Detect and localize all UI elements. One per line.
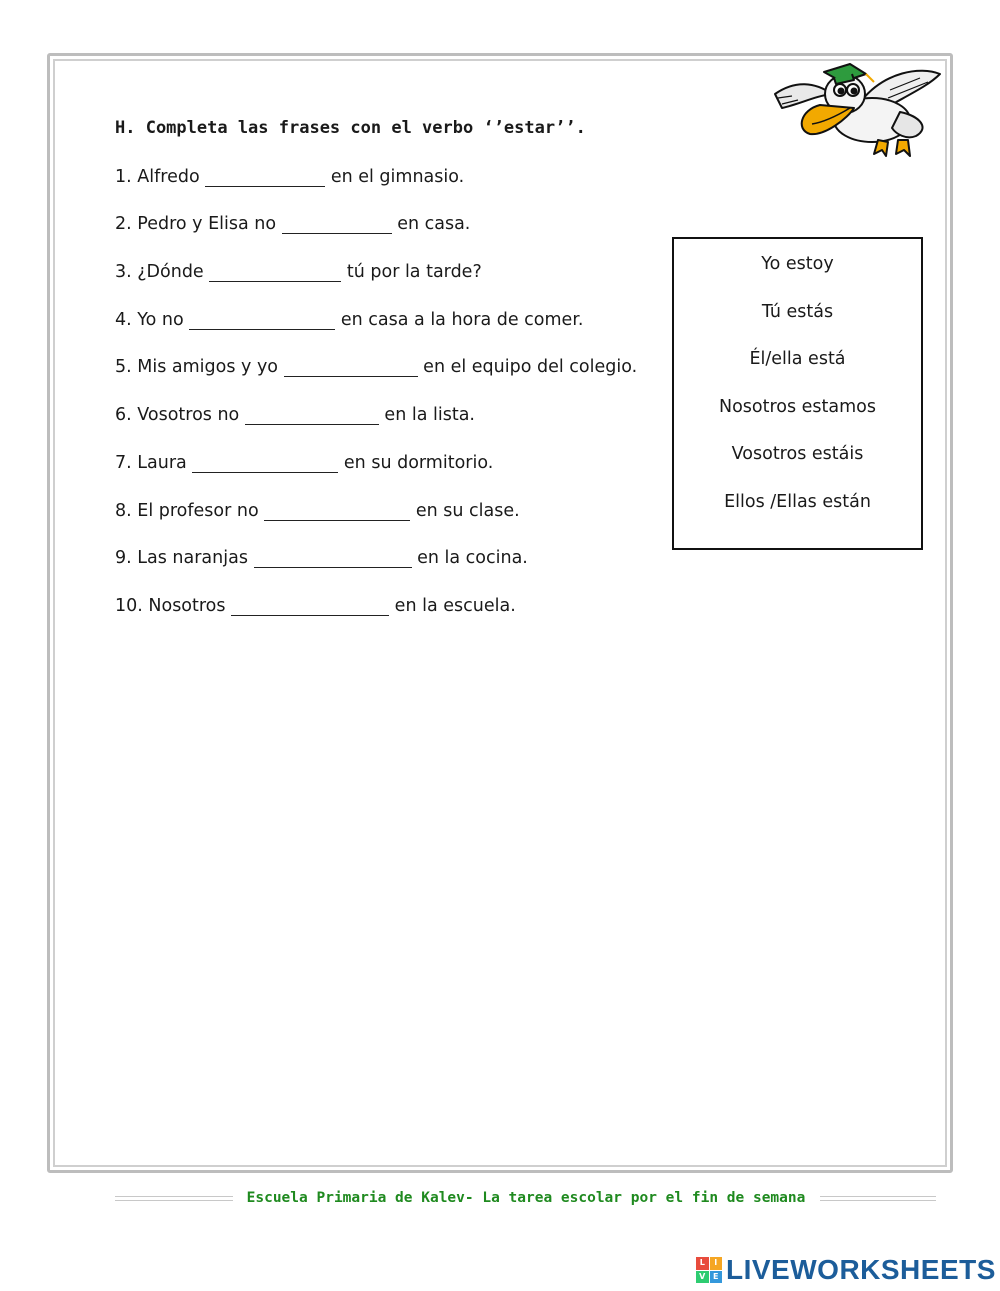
footer-divider-right (820, 1196, 936, 1201)
sentence-prefix: 2. Pedro y Elisa no (115, 214, 277, 234)
sentence-suffix: en su clase. (415, 501, 520, 521)
sentence-suffix: en la lista. (384, 405, 475, 425)
sentence-suffix: en la escuela. (394, 596, 516, 616)
sentence-2 (115, 214, 470, 234)
liveworksheets-brand[interactable] (696, 1252, 996, 1288)
answer-input-6[interactable] (245, 406, 379, 425)
conjugation-el-ella: Él/ella está (749, 349, 846, 369)
sentence-prefix: 7. Laura (115, 453, 187, 473)
footer-school-text: Escuela Primaria de Kalev- La tarea escolar por el fin de semana (246, 1190, 806, 1206)
sentence-prefix: 9. Las naranjas (115, 548, 248, 568)
sentence-8 (115, 501, 520, 521)
sentence-9 (115, 548, 528, 568)
sentence-prefix: 4. Yo no (115, 310, 184, 330)
sentence-suffix: en el equipo del colegio. (423, 357, 638, 377)
graduate-pelican-icon (770, 60, 945, 160)
answer-input-10[interactable] (231, 597, 389, 616)
sentence-suffix: en su dormitorio. (343, 453, 494, 473)
answer-input-5[interactable] (284, 358, 418, 377)
conjugation-ellos-ellas: Ellos /Ellas están (724, 492, 871, 512)
sentence-prefix: 3. ¿Dónde (115, 262, 204, 282)
sentence-prefix: 8. El profesor no (115, 501, 259, 521)
answer-input-2[interactable] (282, 215, 392, 234)
sentence-suffix: en casa a la hora de comer. (340, 310, 584, 330)
answer-input-7[interactable] (192, 454, 338, 473)
answer-input-4[interactable] (189, 311, 335, 330)
sentence-prefix: 10. Nosotros (115, 596, 226, 616)
sentence-6 (115, 405, 475, 425)
sentence-7 (115, 453, 493, 473)
sentence-5 (115, 357, 637, 377)
sentence-prefix: 1. Alfredo (115, 167, 200, 187)
answer-input-8[interactable] (264, 502, 410, 521)
answer-input-3[interactable] (209, 263, 341, 282)
sentence-1 (115, 167, 464, 187)
answer-input-1[interactable] (205, 168, 325, 187)
conjugation-tu: Tú estás (761, 302, 834, 322)
conjugation-nosotros: Nosotros estamos (718, 397, 877, 417)
exercise-heading: H. Completa las frases con el verbo ‘’estar’’. (115, 118, 586, 138)
sentence-10 (115, 596, 516, 616)
conjugation-yo: Yo estoy (761, 254, 834, 274)
sentence-suffix: en la cocina. (417, 548, 528, 568)
sentence-suffix: en el gimnasio. (330, 167, 465, 187)
sentence-4 (115, 310, 583, 330)
sentence-suffix: tú por la tarde? (346, 262, 482, 282)
answer-input-9[interactable] (254, 549, 412, 568)
footer-divider-left (115, 1196, 233, 1201)
sentence-prefix: 6. Vosotros no (115, 405, 240, 425)
liveworksheets-logo-icon: L I V E (696, 1257, 722, 1283)
sentence-suffix: en casa. (397, 214, 471, 234)
brand-name: LIVEWORKSHEETS (726, 1254, 996, 1285)
sentence-prefix: 5. Mis amigos y yo (115, 357, 279, 377)
conjugation-vosotros: Vosotros estáis (731, 444, 864, 464)
sentence-3 (115, 262, 482, 282)
